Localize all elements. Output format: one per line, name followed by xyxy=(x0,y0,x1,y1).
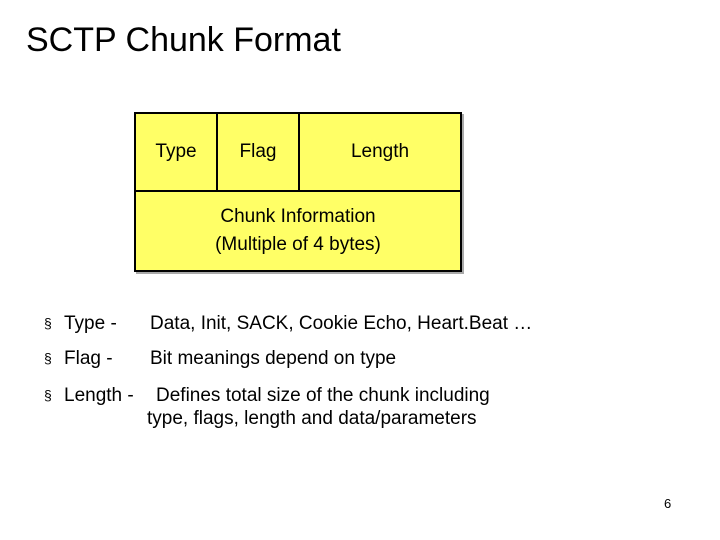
length-field: Length xyxy=(350,141,410,162)
bullet-marker: § xyxy=(44,315,52,331)
bullet-term-flag: Flag - xyxy=(64,348,113,369)
flag-field: Flag xyxy=(218,114,300,190)
bullet-description-flag: Bit meanings depend on type xyxy=(150,348,397,369)
bullet-description-length-continued: type, flags, length and data/parameters xyxy=(147,408,477,429)
type-field: Type xyxy=(136,114,218,190)
chunk-information-note: (Multiple of 4 bytes) xyxy=(215,234,381,255)
bullet-marker: § xyxy=(44,387,52,403)
bullet-marker: § xyxy=(44,350,52,366)
chunk-format-diagram xyxy=(134,112,462,272)
page-number: 6 xyxy=(664,496,672,511)
chunk-information-field xyxy=(136,192,460,270)
bullet-term-type: Type - xyxy=(64,313,117,334)
bullet-description-type: Data, Init, SACK, Cookie Echo, Heart.Beat … xyxy=(150,313,533,334)
chunk-information-label: Chunk Information xyxy=(220,206,376,227)
slide-title: SCTP Chunk Format xyxy=(26,21,341,59)
chunk-header-row xyxy=(136,114,460,192)
bullet-description-length: Defines total size of the chunk including xyxy=(156,385,490,406)
bullet-term-length: Length - xyxy=(64,385,134,406)
